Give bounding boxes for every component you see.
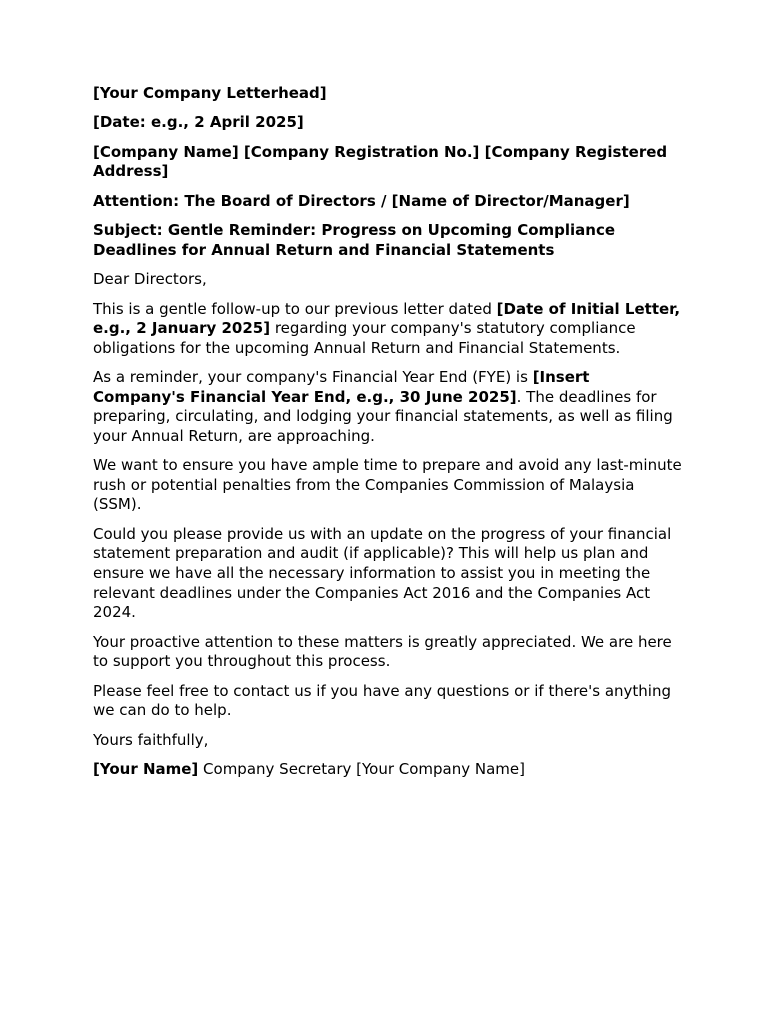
paragraph-ample-time: We want to ensure you have ample time to prepare and avoid any last-minute rush or potential penalties from the Companies Commission of Malaysia (SSM).: [93, 456, 682, 514]
salutation: Dear Directors,: [93, 270, 207, 289]
recipient-address: [Company Name] [Company Registration No.] [Company Registered Address]: [93, 142, 668, 181]
initial-letter-date: [Date of Initial Letter, e.g., 2 January 2025]: [93, 299, 681, 338]
signature-title: Company Secretary [Your Company Name]: [198, 759, 525, 778]
letterhead: [Your Company Letterhead]: [93, 84, 327, 102]
financial-year-end: [Insert Company's Financial Year End, e.g., 30 June 2025]: [93, 368, 590, 406]
paragraph-contact: Please feel free to contact us if you have any questions or if there's anything we can do to help.: [93, 681, 672, 720]
paragraph-follow-up-text-end: regarding your company's statutory compliance obligations for the upcoming Annual Return and Financial Statements.: [93, 319, 636, 357]
signature-name: [Your Name]: [93, 759, 199, 778]
paragraph-fye-text-end: . The deadlines for preparing, circulating, and lodging your financial statements, as well as filing your Annual Return, are approaching.: [93, 387, 673, 445]
paragraph-progress-update: Could you please provide us with an update on the progress of your financial statement preparation and audit (if applicable)? This will help us plan and ensure we have all the necessary information to assist you in meeting the relevant deadlines under the Companies Act 2016 and the Companies Act 2024.: [93, 524, 672, 622]
paragraph-fye: [93, 368, 683, 446]
letter-body: [93, 84, 683, 789]
signature-block: [93, 760, 683, 780]
attention-line: Attention: The Board of Directors / [Name of Director/Manager]: [93, 191, 630, 210]
subject-line: Subject: Gentle Reminder: Progress on Upcoming Compliance Deadlines for Annual Return and Financial Statements: [93, 221, 616, 259]
closing: Yours faithfully,: [93, 730, 209, 749]
letter-date: [Date: e.g., 2 April 2025]: [93, 113, 304, 132]
paragraph-follow-up: [93, 300, 683, 359]
paragraph-fye-text: As a reminder, your company's Financial Year End (FYE) is: [93, 368, 533, 387]
paragraph-appreciation: Your proactive attention to these matters is greatly appreciated. We are here to support you throughout this process.: [93, 632, 672, 671]
paragraph-follow-up-text: This is a gentle follow-up to our previous letter dated: [93, 299, 497, 318]
